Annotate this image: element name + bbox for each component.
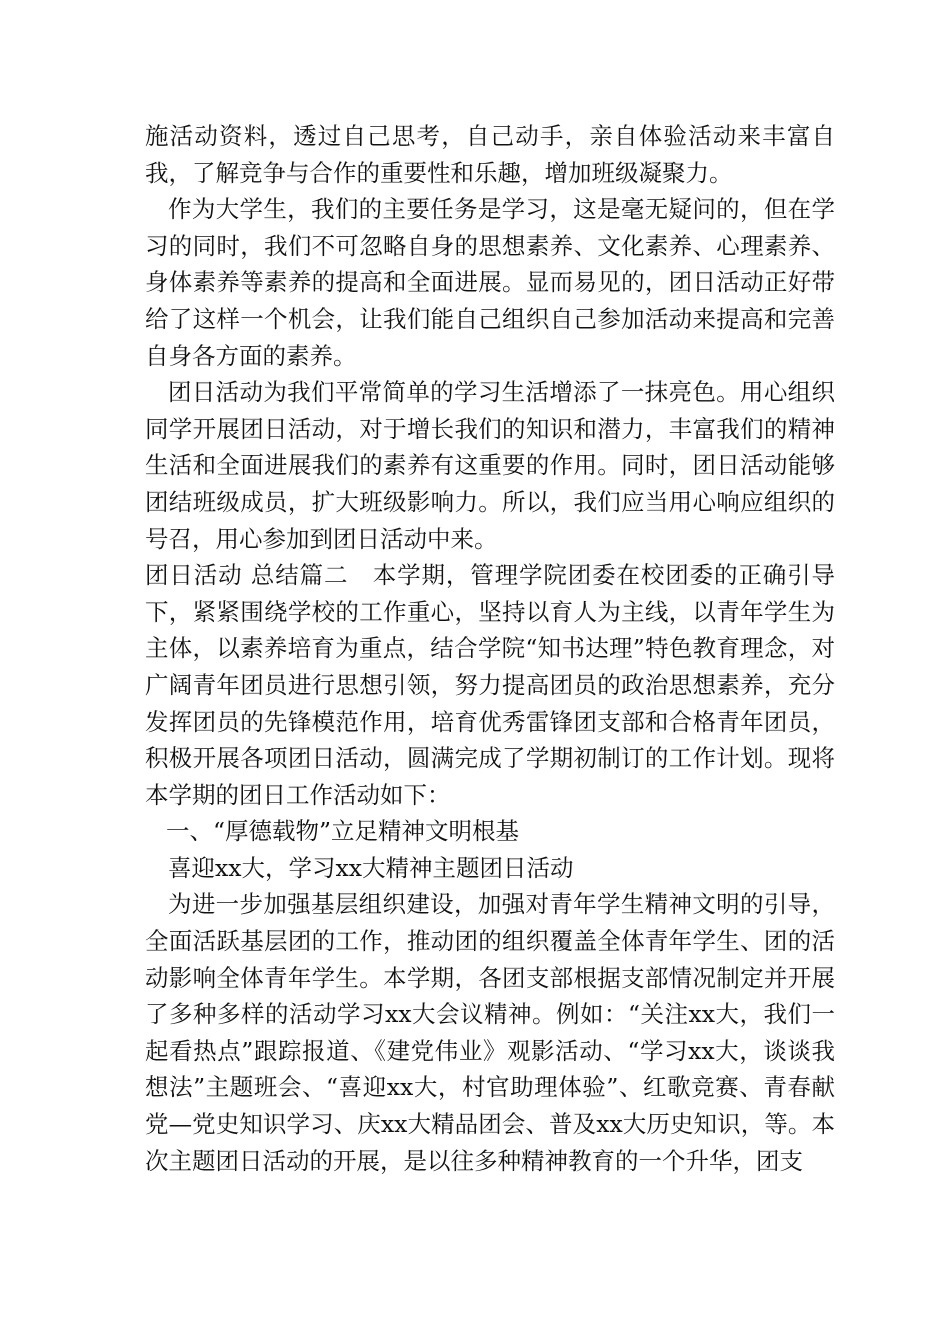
paragraph-activity-highlight: 团日活动为我们平常简单的学习生活增添了一抹亮色。用心组织同学开展团日活动，对于增长我们的知识和潜力，丰富我们的精神生活和全面进展我们的素养有这重要的作用。同时，团日活动能够团结班级成员，扩大班级影响力。所以，我们应当用心响应组织的号召，用心参加到团日活动中来。 (145, 378, 835, 553)
paragraph-organization-building: 为进一步加强基层组织建设，加强对青年学生精神文明的引导，全面活跃基层团的工作，推动团的组织覆盖全体青年学生、团的活动影响全体青年学生。本学期，各团支部根据支部情况制定并开展了多种多样的活动学习xx大会议精神。例如：“关注xx大，我们一起看热点”跟踪报道、《建党伟业》观影活动、“学习xx大，谈谈我想法”主题班会、“喜迎xx大，村官助理体验”、红歌竞赛、青春献党—党史知识学习、庆xx大精品团会、普及xx大历史知识，等。本次主题团日活动的开展，是以往多种精神教育的一个升华，团支 (145, 890, 835, 1175)
paragraph-summary-part-two: 团日活动 总结篇二 本学期，管理学院团委在校团委的正确引导下，紧紧围绕学校的工作重心，坚持以育人为主线，以青年学生为主体，以素养培育为重点，结合学院“知书达理”特色教育理念，对广阔青年团员进行思想引领，努力提高团员的政治思想素养，充分发挥团员的先锋模范作用，培育优秀雷锋团支部和合格青年团员，积极开展各项团日活动，圆满完成了学期初制订的工作计划。现将本学期的团日工作活动如下： (145, 561, 835, 809)
document-page (145, 118, 835, 1179)
paragraph-student-tasks: 作为大学生，我们的主要任务是学习，这是毫无疑问的，但在学习的同时，我们不可忽略自身的思想素养、文化素养、心理素养、身体素养等素养的提高和全面进展。显而易见的，团日活动正好带给了这样一个机会，让我们能自己组织自己参加活动来提高和完善自身各方面的素养。 (145, 195, 835, 370)
section-subheading: 喜迎xx大，学习xx大精神主题团日活动 (168, 853, 574, 882)
section-heading-one: 一、“厚德载物”立足精神文明根基 (166, 817, 520, 846)
paragraph-activity-materials: 施活动资料，透过自己思考，自己动手，亲自体验活动来丰富自我，了解竞争与合作的重要性和乐趣，增加班级凝聚力。 (145, 122, 835, 187)
